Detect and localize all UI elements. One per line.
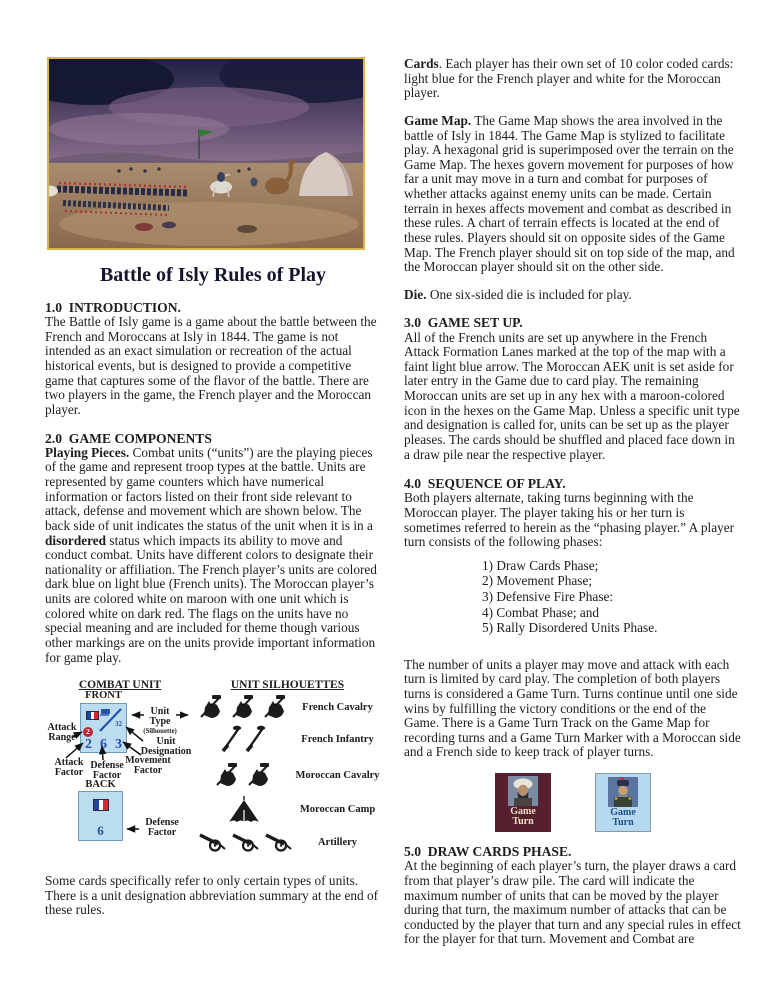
section-heading-draw-cards: 5.0 DRAW CARDS PHASE.: [404, 844, 572, 860]
attack-factor-label-line2: Factor: [54, 767, 84, 779]
battle-painting: [47, 57, 365, 250]
die-paragraph: [404, 288, 742, 303]
cavalry-silhouette-icon: [97, 706, 124, 733]
french-marker-line2: Turn: [612, 817, 634, 829]
cards-note-paragraph: Some cards specifically refer to only certain types of units. There is a unit designation abbreviation summary at the end of these rules.: [45, 873, 379, 918]
attack-factor-label-line1: Attack: [54, 757, 84, 769]
game-map-lead: Game Map.: [404, 112, 472, 128]
french-cavalry-icon: [195, 694, 295, 721]
french-cavalry-label: French Cavalry: [302, 701, 373, 713]
left-column: [45, 0, 381, 931]
game-map-paragraph: [404, 114, 742, 275]
french-game-turn-marker: [595, 773, 651, 832]
die-lead: Die.: [404, 286, 427, 302]
defense-factor-label-line1: Defense: [90, 760, 124, 772]
silhouette-row-moroccan-camp: [195, 794, 380, 824]
french-infantry-icon: [195, 725, 295, 754]
cards-body: . Each player has their own set of 10 color coded cards: light blue for the French player and white for the Moroccan player.: [404, 56, 734, 101]
moroccan-camp-icon: [195, 795, 295, 823]
combat-unit-heading: COMBAT UNIT: [78, 679, 162, 692]
phase-combat: 4) Combat Phase; and: [482, 604, 600, 620]
unit-type-label: [143, 707, 177, 735]
moroccan-cavalry-icon: [195, 762, 295, 789]
unit-type-label-line3: (Silhouette): [143, 727, 177, 735]
back-label: BACK: [85, 779, 116, 791]
back-defense-label-line2: Factor: [147, 827, 177, 839]
movement-factor-label-line1: Movement: [125, 755, 171, 767]
french-officer-portrait: [608, 777, 638, 807]
moroccan-camp-label: Moroccan Camp: [299, 803, 376, 815]
attack-range-label-line2: Range: [48, 732, 76, 744]
phase-draw-cards: 1) Draw Cards Phase;: [482, 557, 599, 573]
artillery-icon: [195, 832, 295, 853]
playing-pieces-body-2: status which impacts its ability to move and conduct combat. Units have different colors to designate their nationality or affiliation. The French player’s units are colored dark blue on light blue (French units). The Moroccan player’s units are colored white on maroon with one unit which is colored white on dark red. The flags on the units have no special meaning and are included for theme though various other markings are on the units provide important information for game play.: [45, 532, 377, 665]
moroccan-marker-text: [495, 807, 551, 827]
moroccan-game-turn-marker: [495, 773, 551, 832]
french-marker-text: [596, 808, 650, 828]
playing-pieces-lead: Playing Pieces.: [45, 444, 130, 460]
right-column: [404, 0, 742, 960]
section-heading-introduction: 1.0 INTRODUCTION.: [45, 300, 181, 315]
cards-paragraph: [404, 57, 742, 101]
counter-diagram: [45, 679, 380, 854]
front-counter: [80, 703, 127, 753]
factor-row: [81, 738, 126, 752]
sequence-paragraph: Both players alternate, taking turns beginning with the Moroccan player. The player taking his or her turn is sometimes referred to herein as the “phasing player.” A player turn consists of the following phases:: [404, 490, 735, 550]
silhouette-row-french-infantry: [195, 724, 380, 754]
phase-defensive-fire: 3) Defensive Fire Phase:: [482, 589, 614, 605]
page-title: Battle of Isly Rules of Play: [99, 264, 327, 286]
game-turn-markers: [404, 773, 742, 832]
back-counter: [78, 791, 123, 841]
game-map-body: The Game Map shows the area involved in the battle of Isly in 1844. The Game Map is stylized to facilitate play. A hexagonal grid is superimposed over the terrain on the Game Map. The hexes govern movement for purposes of how far a unit may move in a turn and combat for purposes of whether attacks against enemy units can be made. Certain terrain in hexes affects movement and combat as described in these rules. A chart of terrain effects is located at the end of these rules. Players should sit on opposite sides of the Game Map. The French player should sit on top side of the map, and the Moroccan player should sit on the other side.: [404, 112, 735, 275]
unit-designation-value: 32: [115, 721, 122, 729]
cards-lead: Cards: [404, 56, 439, 71]
section-heading-sequence: 4.0 SEQUENCE OF PLAY.: [404, 476, 566, 492]
attack-range-label: [45, 723, 79, 744]
phase-rally: 5) Rally Disordered Units Phase.: [482, 620, 658, 636]
unit-designation-label-line1: Unit: [156, 736, 176, 748]
moroccan-marker-line1: Game: [510, 806, 536, 818]
silhouette-row-moroccan-cavalry: [195, 760, 380, 790]
movement-factor-label: [125, 756, 171, 777]
defense-factor-label-line2: Factor: [92, 770, 122, 782]
die-body: One six-sided die is included for play.: [426, 286, 632, 302]
french-marker-line1: Game: [610, 807, 636, 819]
playing-pieces-paragraph: [45, 446, 381, 665]
attack-range-chit: 2: [83, 727, 93, 737]
draw-cards-paragraph: At the beginning of each player’s turn, the player draws a card from that player’s draw pile. The card will indicate the maximum number of units that can be moved by the player during that turn, the maximum number of attacks that can be conducted by the player that turn and any special rules in effect for the player for that turn. Movement and Combat are: [404, 858, 741, 947]
back-defense-factor-value: 6: [97, 823, 104, 839]
unit-type-label-line2: Type: [149, 716, 171, 728]
phase-list: [482, 558, 742, 636]
defense-factor-value: 6: [100, 737, 107, 753]
introduction-paragraph: The Battle of Isly game is a game about the battle between the French and Moroccans at Isly in 1844. The game is not intended as an exact simulation or recreation of the actual historical events, but is designed to provide a competitive game that captures some of the flavor of the battle. There are two players in the game, the French player and the Moroccan player.: [45, 314, 377, 417]
artillery-label: Artillery: [317, 836, 358, 848]
attack-factor-value: 2: [85, 737, 92, 753]
moroccan-cavalry-label: Moroccan Cavalry: [295, 769, 380, 781]
unit-silhouettes-heading: UNIT SILHOUETTES: [230, 679, 345, 692]
disordered-bold: disordered: [45, 532, 107, 548]
attack-range-label-line1: Attack: [47, 722, 77, 734]
moroccan-leader-portrait: [508, 776, 538, 806]
back-defense-factor-label: [141, 818, 183, 839]
french-flag-icon: [93, 799, 109, 811]
front-label: FRONT: [85, 690, 122, 702]
phase-movement: 2) Movement Phase;: [482, 573, 593, 589]
french-infantry-label: French Infantry: [301, 733, 374, 745]
movement-factor-value: 3: [115, 737, 122, 753]
silhouette-row-artillery: [195, 827, 380, 857]
movement-factor-label-line2: Factor: [133, 765, 163, 777]
playing-pieces-body-1: Combat units (“units”) are the playing pieces of the game and represent troop types at the battle. Units are represented by game counters which have numerical information or factors listed on their front side relevant to attack, defense and movement which are shown below. The back side of unit indicates the status of the unit when it is in a: [45, 444, 373, 533]
silhouette-row-french-cavalry: [195, 692, 380, 722]
game-turn-paragraph: The number of units a player may move and attack with each turn is limited by card play. The completion of both players turns is considered a Game Turn. Turns continue until one side wins by fulfilling the victory conditions or the end of the Game. There is a Game Turn Track on the Game Map for recording turns and a Game Turn Marker with a Moroccan side and a French side to keep track of player turns.: [404, 656, 741, 760]
back-defense-label-line1: Defense: [145, 817, 179, 829]
setup-paragraph: All of the French units are set up anywhere in the French Attack Formation Lanes marked at the top of the map with a faint light blue arrow. The Moroccan AEK unit is set aside for later entry in the Game due to card play. The remaining Moroccan units are set up in any hex with a maroon-colored icon in the hexes on the Game Map. Unless a specific unit type and designation is called for, units can be set up as the player pleases. The cards should be shuffled and placed face down in a draw pile near the respective player.: [404, 329, 740, 462]
unit-type-label-line1: Unit: [150, 706, 170, 718]
unit-designation-label-line2: Designation: [140, 746, 192, 758]
moroccan-marker-line2: Turn: [512, 816, 534, 828]
attack-factor-label: [51, 758, 87, 779]
section-heading-components: 2.0 GAME COMPONENTS: [45, 430, 212, 446]
battle-painting-art: [49, 59, 363, 248]
section-heading-setup: 3.0 GAME SET UP.: [404, 315, 523, 331]
